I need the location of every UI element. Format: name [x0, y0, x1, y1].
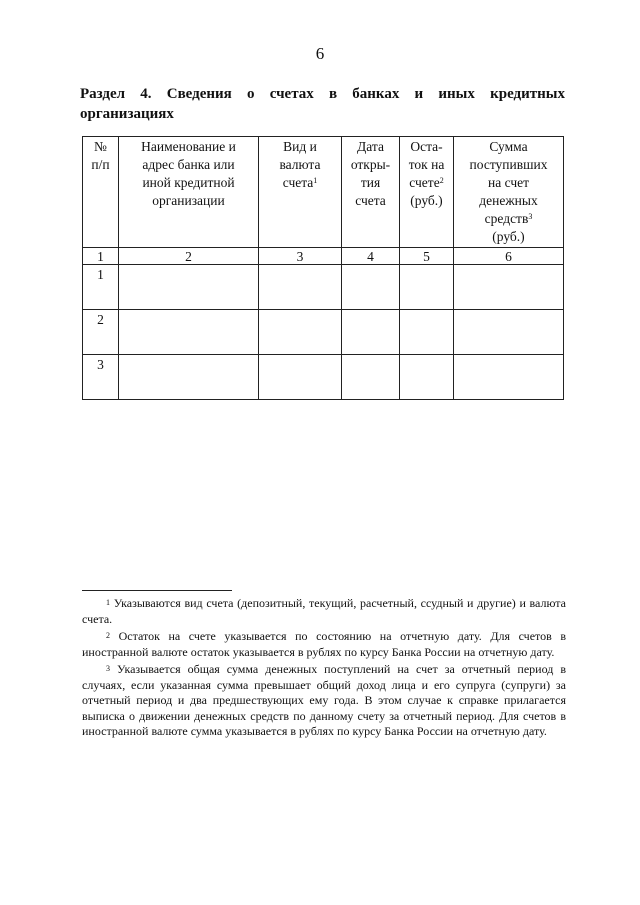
- table-cell: [400, 310, 454, 355]
- table-cell: [259, 355, 342, 400]
- header-line: валюта: [279, 157, 321, 172]
- table-cell: [259, 310, 342, 355]
- footnote-mark: 1: [106, 598, 110, 607]
- table-cell: [454, 310, 564, 355]
- header-line: поступивших: [469, 157, 548, 172]
- header-line: организации: [152, 193, 225, 208]
- table-cell: [119, 310, 259, 355]
- header-col-number: [83, 137, 119, 248]
- header-line: [400, 174, 453, 192]
- header-col-bank-name: [119, 137, 259, 248]
- footnote-2: [82, 629, 566, 660]
- table-cell: [454, 355, 564, 400]
- page-number: 6: [315, 44, 325, 63]
- header-line: п/п: [91, 157, 110, 172]
- header-text: счета: [282, 175, 314, 190]
- row-number: 3: [83, 355, 119, 400]
- header-line: [259, 174, 341, 192]
- header-col-account-type: [259, 137, 342, 248]
- footnote-1: [82, 596, 566, 627]
- header-col-balance: [400, 137, 454, 248]
- section-title: [80, 84, 565, 124]
- column-number: 2: [119, 248, 259, 265]
- section-title-line-2: организациях: [80, 106, 174, 122]
- table-cell: [342, 310, 400, 355]
- header-line: счета: [355, 193, 386, 208]
- table-row: [83, 355, 564, 400]
- footnote-mark: 3: [106, 664, 110, 673]
- column-number-row: [83, 248, 564, 265]
- footnote-mark: 3: [528, 212, 533, 221]
- header-line: иной кредитной: [142, 175, 235, 190]
- table-row: [83, 265, 564, 310]
- footnote-text: Остаток на счете указывается по состоянию на отчетную дату. Для счетов в иностранной валюте остаток указывается в рублях по курсу Банка России на отчетную дату.: [82, 629, 567, 659]
- header-line: денежных: [479, 193, 538, 208]
- header-line: адрес банка или: [142, 157, 235, 172]
- table-cell: [259, 265, 342, 310]
- header-text: средств: [484, 211, 529, 226]
- column-number: 1: [83, 248, 119, 265]
- footnote-separator: [82, 590, 232, 591]
- footnotes: [82, 596, 566, 742]
- header-line: Оста-: [410, 139, 443, 154]
- footnote-text: Указывается общая сумма денежных поступлений на счет за отчетный период в случаях, если указанная сумма превышает общий доход лица и его супруга (супруги) за отчетный период и два предшествующих ему года. В этом случае к справке прилагается выписка о движении денежных средств по данному счету за отчетный период. Для счетов в иностранной валюте сумма указывается в рублях по курсу Банка России на отчетную дату.: [82, 662, 566, 738]
- table-row: [83, 310, 564, 355]
- header-line: откры-: [350, 157, 391, 172]
- header-line: Наименование и: [141, 139, 236, 154]
- column-number: 4: [342, 248, 400, 265]
- row-number: 1: [83, 265, 119, 310]
- table-cell: [400, 265, 454, 310]
- section-title-line-1: Раздел 4. Сведения о счетах в банках и иных кредитных: [80, 86, 565, 102]
- header-line: Вид и: [283, 139, 317, 154]
- header-line: ток на: [408, 157, 445, 172]
- header-col-open-date: [342, 137, 400, 248]
- header-col-incoming-sum: [454, 137, 564, 248]
- header-text: счете: [409, 175, 440, 190]
- row-number: 2: [83, 310, 119, 355]
- table-header-row: [83, 137, 564, 248]
- column-number: 6: [454, 248, 564, 265]
- table-cell: [119, 355, 259, 400]
- header-line: (руб.): [410, 193, 443, 208]
- header-line: Сумма: [489, 139, 528, 154]
- footnote-mark: 1: [313, 176, 318, 185]
- table-cell: [342, 355, 400, 400]
- footnote-mark: 2: [439, 176, 444, 185]
- column-number: 3: [259, 248, 342, 265]
- footnote-3: [82, 662, 566, 740]
- table-cell: [400, 355, 454, 400]
- footnote-text: Указываются вид счета (депозитный, текущий, расчетный, ссудный и другие) и валюта счета.: [82, 596, 567, 626]
- footnote-mark: 2: [106, 631, 110, 640]
- header-line: [454, 210, 563, 228]
- accounts-table: [82, 136, 564, 400]
- header-line: на счет: [488, 175, 529, 190]
- table-cell: [454, 265, 564, 310]
- header-line: №: [94, 139, 107, 154]
- header-line: тия: [360, 175, 381, 190]
- table-cell: [342, 265, 400, 310]
- header-line: Дата: [357, 139, 384, 154]
- header-line: (руб.): [492, 229, 525, 244]
- column-number: 5: [400, 248, 454, 265]
- table-cell: [119, 265, 259, 310]
